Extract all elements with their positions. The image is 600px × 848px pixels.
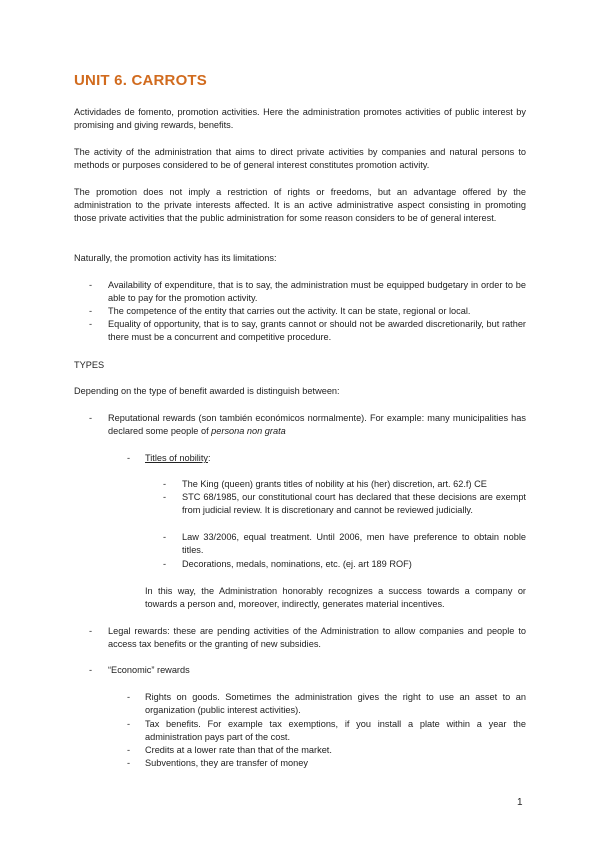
limitation-item: Equality of opportunity, that is to say, grants cannot or should not be awarded discretionarily, but rather there must be a concurrent and competitive procedure. (108, 319, 526, 342)
list-dash: - (127, 745, 131, 755)
reputational-conclusion: In this way, the Administration honorably recognizes a success towards a company or towards a person and, moreover, indirectly, generates material incentives. (145, 586, 526, 609)
limitations-intro: Naturally, the promotion activity has its limitations: (74, 253, 277, 263)
nobility-colon: : (207, 453, 211, 463)
list-dash: - (163, 492, 167, 502)
list-dash: - (127, 719, 131, 729)
limitation-item: Availability of expenditure, that is to say, the administration must be equipped budgetary in order to be able to pay for the promotion activity. (108, 280, 526, 303)
list-dash: - (89, 665, 93, 675)
economic-item: Rights on goods. Sometimes the administration gives the right to use an asset to an organization (public interest activities). (145, 692, 526, 715)
page-title: UNIT 6. CARROTS (74, 72, 208, 89)
nobility-item: Decorations, medals, nominations, etc. (ej. art 189 ROF) (182, 559, 412, 569)
list-dash: - (163, 479, 167, 489)
types-heading: TYPES (74, 360, 105, 370)
promotion-paragraph: The promotion does not imply a restriction of rights or freedoms, but an advantage offered by the administration to the private interests affected. It is an active administrative aspect consisting in promoting those private activities that the public administration for some reason considers to be of general interest. (74, 187, 526, 223)
nobility-label: Titles of nobility (145, 453, 208, 463)
intro-paragraph: Actividades de fomento, promotion activities. Here the administration promotes activities of public interest by promising and giving rewards, benefits. (74, 107, 526, 130)
economic-item: Tax benefits. For example tax exemptions, if you install a plate within a year the administration pays part of the cost. (145, 719, 526, 742)
definition-paragraph: The activity of the administration that aims to direct private activities by companies and natural persons to methods or purposes considered to be of general interest constitutes promotion activity. (74, 147, 526, 170)
list-dash: - (89, 626, 93, 636)
persona-non-grata: persona non grata (211, 426, 286, 436)
nobility-heading (145, 452, 526, 465)
reputational-text: Reputational rewards (son también económicos normalmente). For example: many municipalities has declared some people of (108, 413, 526, 436)
list-dash: - (127, 692, 131, 702)
nobility-item: STC 68/1985, our constitutional court has declared that these decisions are exempt from judicial review. It is discretionary and cannot be reviewed judicially. (182, 492, 526, 515)
list-dash: - (89, 306, 93, 316)
reputational-rewards-item (108, 412, 526, 438)
list-dash: - (163, 559, 167, 569)
list-dash: - (163, 532, 167, 542)
economic-item: Credits at a lower rate than that of the market. (145, 745, 332, 755)
legal-rewards-item: Legal rewards: these are pending activities of the Administration to allow companies and people to access tax benefits or the granting of new subsidies. (108, 626, 526, 649)
types-intro: Depending on the type of benefit awarded is distinguish between: (74, 386, 340, 396)
economic-rewards-item: “Economic” rewards (108, 665, 190, 675)
page-number: 1 (517, 797, 523, 808)
list-dash: - (89, 280, 93, 290)
nobility-item: Law 33/2006, equal treatment. Until 2006, men have preference to obtain noble titles. (182, 532, 526, 555)
limitation-item: The competence of the entity that carries out the activity. It can be state, regional or local. (108, 306, 471, 316)
list-dash: - (89, 413, 93, 423)
nobility-item: The King (queen) grants titles of nobility at his (her) discretion, art. 62.f) CE (182, 479, 487, 489)
list-dash: - (127, 758, 131, 768)
list-dash: - (127, 453, 131, 463)
economic-item: Subventions, they are transfer of money (145, 758, 308, 768)
list-dash: - (89, 319, 93, 329)
